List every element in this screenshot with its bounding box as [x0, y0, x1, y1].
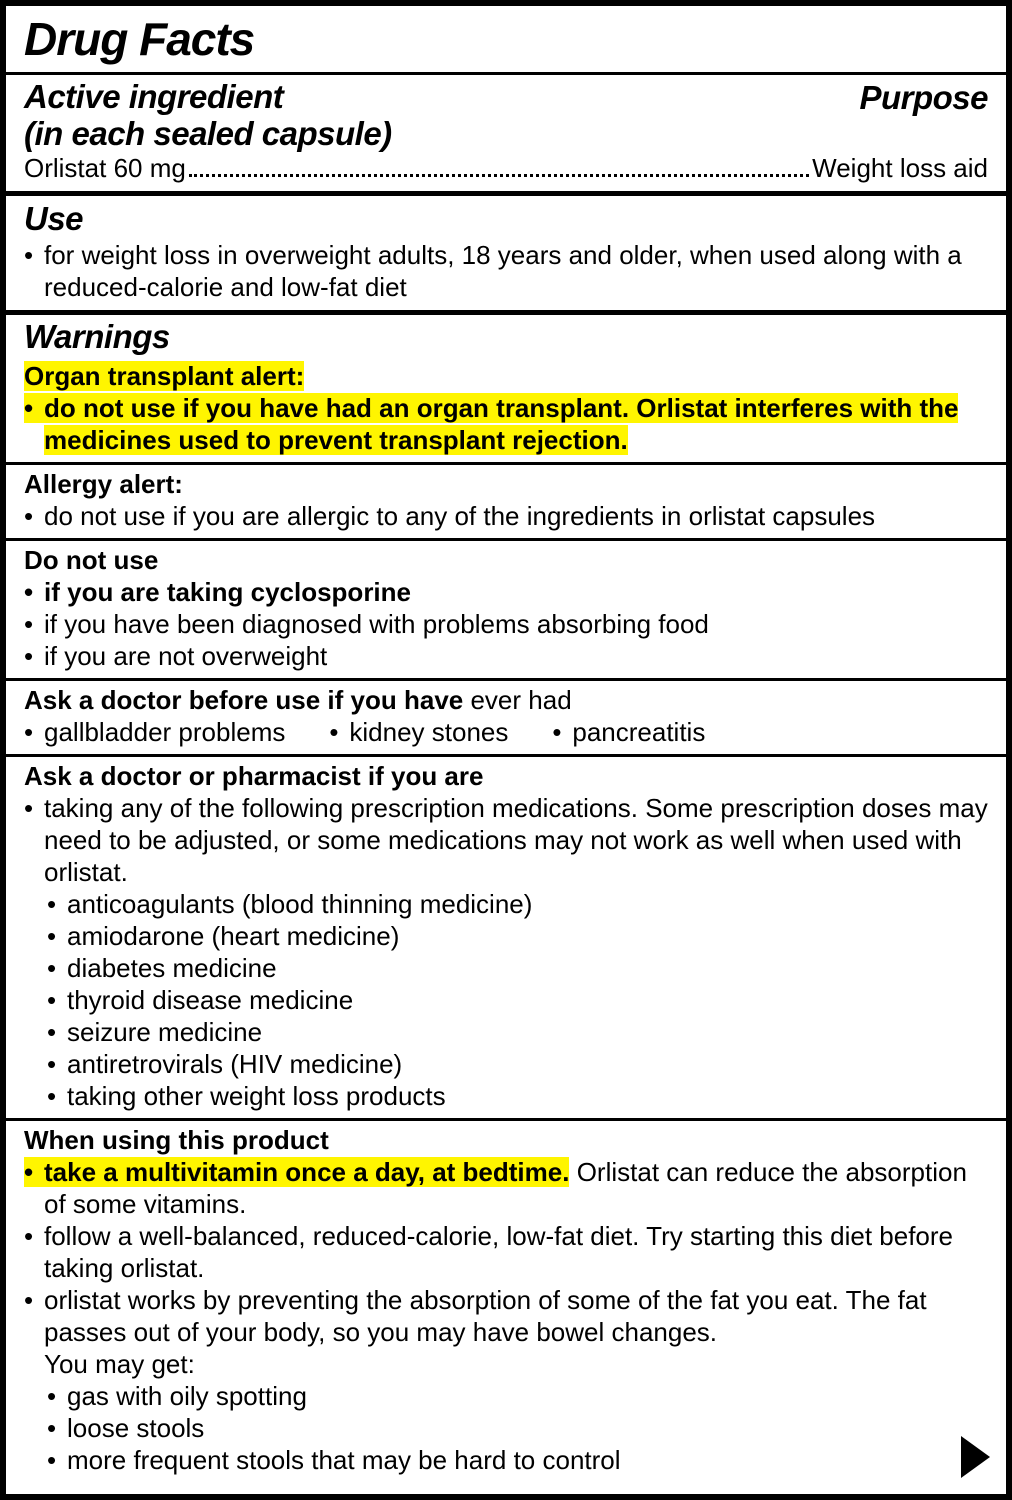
- use-heading: Use: [24, 200, 84, 237]
- allergy-alert-heading: Allergy alert:: [24, 469, 183, 499]
- bullet-icon: [47, 1048, 67, 1080]
- ask-pharmacist-intro-text: taking any of the following prescription medications. Some prescription doses may need to be adjusted, or some medications may not work as well when used with orlistat.: [44, 793, 988, 887]
- warnings-section: [6, 310, 1006, 1482]
- bullet-icon: [24, 576, 44, 608]
- organ-alert-highlight: [24, 393, 958, 455]
- use-bullet: [24, 239, 988, 303]
- bullet-icon: [329, 716, 349, 748]
- page-title: Drug Facts: [24, 13, 255, 65]
- use-bullet-text: for weight loss in overweight adults, 18 years and older, when used along with a reduced-calorie and low-fat diet: [44, 240, 962, 302]
- active-ingredient-heading-row: [24, 78, 988, 152]
- use-section: [6, 191, 1006, 310]
- ask-doctor-bullet-text: kidney stones: [349, 717, 509, 747]
- ask-doctor-bullet-text: pancreatitis: [572, 717, 706, 747]
- when-using-this-product: [6, 1118, 1006, 1482]
- allergy-alert-bullet: [24, 500, 988, 532]
- bullet-icon: [47, 1380, 67, 1412]
- ask-doctor-bullet-row: [24, 716, 988, 748]
- medication-item-weight-loss-products: [47, 1080, 988, 1112]
- ask-doctor-bullet-pancreatitis: [552, 716, 705, 748]
- medication-list: [47, 888, 988, 1112]
- leader-dots: [189, 174, 809, 177]
- you-may-get-text: You may get:: [44, 1349, 195, 1379]
- ingredient-row: [24, 152, 988, 184]
- medication-item-text: amiodarone (heart medicine): [67, 921, 400, 951]
- when-using-bullet-diet: [24, 1220, 988, 1284]
- bullet-icon: [47, 1412, 67, 1444]
- do-not-use-bullet-text: if you are not overweight: [44, 641, 328, 671]
- drug-facts-header: [6, 6, 1006, 72]
- ask-pharmacist-intro-bullet: [24, 792, 988, 888]
- do-not-use-heading: Do not use: [24, 545, 159, 575]
- ask-doctor-heading: [24, 684, 988, 716]
- ingredient-purpose: Weight loss aid: [812, 153, 988, 183]
- medication-item-text: thyroid disease medicine: [67, 985, 354, 1015]
- bullet-icon: [47, 888, 67, 920]
- bullet-icon: [47, 1016, 67, 1048]
- bullet-icon: [24, 716, 44, 748]
- bullet-icon: [47, 984, 67, 1016]
- do-not-use-bullet-text: if you have been diagnosed with problems absorbing food: [44, 609, 709, 639]
- allergy-alert-bullet-text: do not use if you are allergic to any of the ingredients in orlistat capsules: [44, 501, 876, 531]
- allergy-alert: [6, 462, 1006, 538]
- active-ingredient-section: [6, 72, 1006, 191]
- medication-item-diabetes: [47, 952, 988, 984]
- ingredient-name: Orlistat 60 mg: [24, 153, 186, 183]
- bullet-icon: [47, 952, 67, 984]
- side-effect-text: gas with oily spotting: [67, 1381, 307, 1411]
- ask-doctor-heading-regular: ever had: [470, 685, 572, 715]
- bullet-icon: [24, 239, 44, 271]
- do-not-use-bullet-cyclosporine: [24, 576, 988, 608]
- ask-doctor-heading-bold: Ask a doctor before use if you have: [24, 685, 464, 715]
- bullet-icon: [552, 716, 572, 748]
- when-using-heading: When using this product: [24, 1125, 329, 1155]
- medication-item-antiretrovirals: [47, 1048, 988, 1080]
- medication-item-amiodarone: [47, 920, 988, 952]
- medication-item-thyroid: [47, 984, 988, 1016]
- warnings-heading-wrap: [6, 315, 1006, 357]
- medication-item-text: taking other weight loss products: [67, 1081, 446, 1111]
- bullet-icon: [24, 608, 44, 640]
- multivitamin-highlight: [24, 1157, 569, 1187]
- active-ingredient-heading-line1: Active ingredient: [24, 78, 284, 115]
- medication-item-anticoagulants: [47, 888, 988, 920]
- side-effect-text: more frequent stools that may be hard to control: [67, 1445, 621, 1475]
- active-ingredient-heading-line2: (in each sealed capsule): [24, 115, 392, 152]
- bullet-icon: [24, 640, 44, 672]
- side-effect-gas: [47, 1380, 988, 1412]
- medication-item-text: anticoagulants (blood thinning medicine): [67, 889, 533, 919]
- bullet-icon: [24, 1156, 44, 1188]
- organ-alert-heading: [24, 360, 988, 392]
- diet-bullet-text: follow a well-balanced, reduced-calorie, low-fat diet. Try starting this diet before taking orlistat.: [44, 1221, 953, 1283]
- medication-item-text: antiretrovirals (HIV medicine): [67, 1049, 403, 1079]
- organ-alert-bullet-text: do not use if you have had an organ transplant. Orlistat interferes with the medicines used to prevent transplant rejection.: [44, 393, 959, 455]
- ask-pharmacist-heading: Ask a doctor or pharmacist if you are: [24, 761, 484, 791]
- do-not-use-bullet-absorbing: [24, 608, 988, 640]
- bullet-icon: [24, 500, 44, 532]
- medication-item-text: seizure medicine: [67, 1017, 263, 1047]
- when-using-bullet-how-it-works: [24, 1284, 988, 1380]
- medication-item-seizure: [47, 1016, 988, 1048]
- how-it-works-text: orlistat works by preventing the absorption of some of the fat you eat. The fat passes out of your body, so you may have bowel changes.: [44, 1285, 927, 1347]
- side-effect-frequent-stools: [47, 1444, 988, 1476]
- ask-doctor-bullet-text: gallbladder problems: [44, 717, 286, 747]
- bullet-icon: [24, 1220, 44, 1252]
- do-not-use-bullet-text: if you are taking cyclosporine: [44, 577, 411, 607]
- ask-doctor-bullet-kidney: [329, 716, 508, 748]
- continuation-arrow-icon: [961, 1436, 990, 1478]
- side-effect-text: loose stools: [67, 1413, 205, 1443]
- organ-transplant-alert: [6, 357, 1006, 462]
- organ-alert-heading-text: Organ transplant alert:: [24, 361, 305, 391]
- do-not-use-bullet-overweight: [24, 640, 988, 672]
- ask-doctor-bullet-gallbladder: [24, 716, 285, 748]
- bullet-icon: [47, 1444, 67, 1476]
- bullet-icon: [24, 392, 44, 424]
- bullet-icon: [24, 1284, 44, 1316]
- multivitamin-highlight-text: take a multivitamin once a day, at bedtime.: [44, 1157, 570, 1187]
- bullet-icon: [47, 920, 67, 952]
- purpose-heading: Purpose: [859, 79, 988, 116]
- warnings-heading: Warnings: [24, 318, 170, 355]
- bullet-icon: [47, 1080, 67, 1112]
- ask-doctor-before-use: [6, 678, 1006, 754]
- medication-item-text: diabetes medicine: [67, 953, 277, 983]
- organ-alert-bullet: [24, 392, 988, 456]
- do-not-use: [6, 538, 1006, 678]
- bullet-icon: [24, 792, 44, 824]
- side-effect-loose-stools: [47, 1412, 988, 1444]
- ask-doctor-or-pharmacist: [6, 754, 1006, 1118]
- multivitamin-rest-text: Orlistat can reduce the absorption of some vitamins.: [44, 1157, 967, 1219]
- active-ingredient-heading: [24, 78, 392, 152]
- side-effect-list: [47, 1380, 988, 1476]
- when-using-bullet-multivitamin: [24, 1156, 988, 1220]
